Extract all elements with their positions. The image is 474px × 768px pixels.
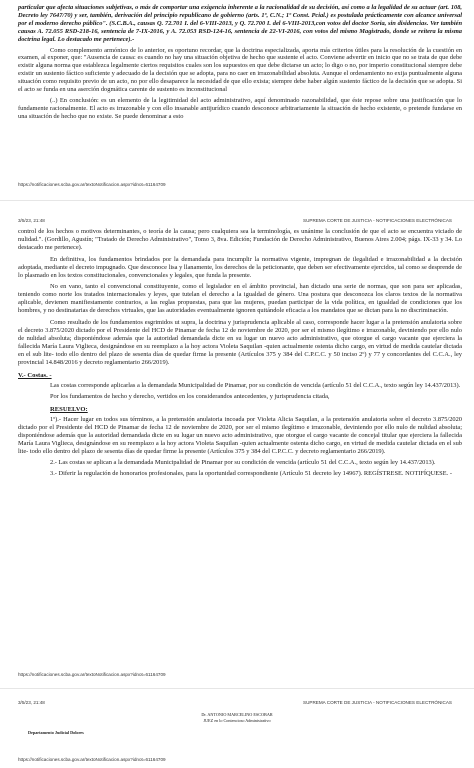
footer-url[interactable]: https://notificaciones.scba.gov.ar/textoNotificacion.aspx?idnot=61164709 <box>18 672 166 677</box>
resolution-item-3: 3.- Diferir la regulación de honorarios profesionales, para la oportunidad correspondiente (Artículo 51 decreto ley 14967). REGÍSTRESE. NOTIFÍQUESE. - <box>50 469 452 477</box>
page-header <box>18 700 462 708</box>
footer-url[interactable]: https://notificaciones.scba.gov.ar/textoNotificacion.aspx?idnot=61164709 <box>18 757 166 762</box>
header-title: SUPREMA CORTE DE JUSTICIA - NOTIFICACIONES ELECTRÓNICAS <box>303 700 452 705</box>
signature-block <box>0 712 474 724</box>
paragraph-fundamentos: Por los fundamentos de hecho y derecho, vertidos en los considerandos antecedentes, y jurisprudencia citada, <box>50 393 330 401</box>
page-1-body <box>18 4 462 121</box>
header-timestamp: 3/5/23, 21:48 <box>18 700 45 705</box>
page-separator <box>0 200 474 201</box>
paragraph-doctrine-quote: particular que afecta situaciones subjetivas, o más de comportar una exigencia inherente a la racionalidad de su decisión, así como a la legalidad de su actuar (art. 108, Decreto ley 7647/70) y ser, también, derivación del principio republicano de gobierno (arts. 1º, C.N.; 1º Const. Pcial.) es postulada prácticamente con alcance universal por el moderno derecho público". (S.C.B.A., causas Q. 72.701 I. del 6-VIII-2013, y Q. 72.700 I. del 6-VIII-2013,con votos del doctor Soria, sin disidencias. Ver también causas A. 72.055 RSD-218-16, sentencia de 7-IX-2016, y A. 72.053 RSD-124-16, sentencia de 22-VI-2016, con votos del mismo Magistrado, donde se reitera la misma doctrina legal. Lo destacado me pertenece).- <box>18 4 462 43</box>
page-separator <box>0 688 474 689</box>
paragraph-resultado: Como resultado de los fundamentos esgrimidos ut supra, la doctrina y jurisprudencia aplicable al caso, corresponde hacer lugar a la pretensión anulatoria sobre el decreto 3.875/2020 dictado por el Presidente del HCD de Pinamar de fecha 12 de noviembre de 2020, por ser el mismo ilegítimo e irrazonable, deviniendo por ello nulo de nulidad absoluta; disponiéndose además que la autoridad demandada dicte en su lugar un nuevo acto administrativo, que otorgue el cargo vacante que ejerciera la fallecida María Laura Viglieca, designándose en su reemplazo a la hoy actora Violeta Saquilan -quien actualmente ostenta dicho cargo, en virtud de medida cautelar dictada en el sub lite- todo ello dentro del plazo de sesenta días de quedar firme la presente (Artículos 375 y 384 del C.P.C.C. y 50 inciso 2º) y 77 y concordantes del C.C.A., ley provincial 14.848/2016 y decreto reglamentario 266/2019). <box>18 319 462 366</box>
signature-role: JUEZ en lo Contencioso Administrativo <box>203 718 271 723</box>
resolution-item-2: 2.- Las costas se aplican a la demandada Municipalidad de Pinamar por su condición de vencida (artículo 51 del C.C.A., texto según ley 14.437/2013). <box>50 458 436 466</box>
paragraph-causa-absence: Como complemento armónico de lo anterior, es oportuno recordar, que la doctrina especializada, aporta más criterios útiles para la resolución de la cuestión en examen, al exponer, que: "Ausencia de causa: es cuando no hay una situación objetiva de hecho que sustente el acto. Conviene advertir en inicio que no se trata de que debe existir alguna norma que establezca legalmente ciertos requisitos cuales son los supuestos en que debe dictarse un acto; lo digo o no, por imperio constitucional siempre debe existir un sustento fáctico suficiente y adecuado de la decisión que se adopta, para no caer en irrazonabilidad absoluta. Aunque el ordenamiento no exija puntualmente alguna situación como requisito previo de un acto, no por ello desaparece la necesidad de que ello exista; siempre debe haber algún sustento fáctico de la decisión que se adopta. Si el acto se funda en una aserción dogmática carente de sustento es inconstitucional <box>18 46 462 94</box>
header-timestamp: 3/5/23, 21:48 <box>18 218 45 223</box>
page-header <box>18 218 462 226</box>
page-2-body <box>18 228 462 478</box>
heading-resuelvo: RESUELVO: <box>50 406 88 414</box>
paragraph-gordillo: control de los hechos o motivos determinantes, o teoría de la causa; pero cualquiera sea la terminología, es unánime la conclusión de que el acto se encuentra viciado de nulidad.". (Gordillo, Agustín; "Tratado de Derecho Administrativo", Tomo 3, 8va. Edición; Fundación de Derecho Administrativo, Buenos Aires 2.004; págs. IX-33 y 34. Lo destacado me pertenece). <box>18 228 462 251</box>
paragraph-no-en-vano: No en vano, tanto el convencional constituyente, como el legislador en el ámbito provincial, han dictado una serie de normas, que son para ser aplicadas, teniendo como norte los tratados internacionales y leyes, que tutelan el derecho a la igualdad de género. Una postura que desconozca los claros textos de la normativa aplicable, devienen manifiestamente contrarios, a las reglas propuestas, para que las mujeres, puedan participar de la vida política, en igualdad de condiciones que los hombres, y no destinatarias de derechos virtuales, que las autoridades eventualmente ignoren quitándole eficacia a los mandatos que se dictan para la no discriminación. <box>18 283 462 315</box>
department-label: Departamento Judicial Dolores <box>28 730 84 735</box>
paragraph-definitiva: En definitiva, los fundamentos brindados por la demandada para incumplir la normativa vigente, impregnan de ilegalidad e irrazonabilidad a la decisión adoptada, mediante el decreto impugnado. Que desconoce lisa y llanamente, los derechos de la peticionante, que deben ser efectivamente ejercidos, tal como se desprende de lo plasmado en los textos constitucionales, convencionales y legales, que funda la presente. <box>18 255 462 279</box>
heading-costas: V.- Costas. - <box>18 371 52 379</box>
paragraph-costas: Las costas corresponde aplicarlas a la demandada Municipalidad de Pinamar, por su condición de vencida (artículo 51 del C.C.A., texto según ley 14.437/2013). <box>50 381 461 389</box>
signature-name: Dr. ANTONIO MARCELINO ESCOBAR <box>201 712 273 717</box>
paragraph-conclusion: (..) En conclusión: es un elemento de la legitimidad del acto administrativo, aquí denominado razonabilidad, que éste repose sobre una justificación que lo fundamente racionalmente. El acto es irrazonable y con ello insanable antijurídico cuando desconoce arbitrariamente la situación de hecho existente, o pretende fundarse en una situación de hecho que no existe. Se puede denominar a esto <box>18 96 462 120</box>
footer-url[interactable]: https://notificaciones.scba.gov.ar/textoNotificacion.aspx?idnot=61164709 <box>18 182 166 187</box>
resolution-item-1: 1º).- Hacer lugar en todos sus términos, a la pretensión anulatoria incoada por Violeta Alicia Saquilan, a la pretensión anulatoria sobre el decreto 3.875/2020 dictado por el Presidente del HCD de Pinamar de fecha 12 de noviembre de 2020, por ser el mismo ilegítimo e irrazonable, deviniendo por ello nulo de nulidad absoluta; disponiéndose además que la autoridad demandada dicte en su lugar un nuevo acto administrativo, que otorgue el cargo vacante de concejal titular que ejerciera la fallecida María Laura Viglieca, designándose en su reemplazo a la hoy actora Violeta Saquilan -quien actualmente ostenta dicho cargo, en virtud de medida cautelar dictada en el sub lite- todo ello dentro del plazo de sesenta días de quedar firme la presente (Artículos 375 y 384 del C.P.C.C. y decreto reglamentario 266/2019). <box>18 416 462 455</box>
header-title: SUPREMA CORTE DE JUSTICIA - NOTIFICACIONES ELECTRÓNICAS <box>303 218 452 223</box>
